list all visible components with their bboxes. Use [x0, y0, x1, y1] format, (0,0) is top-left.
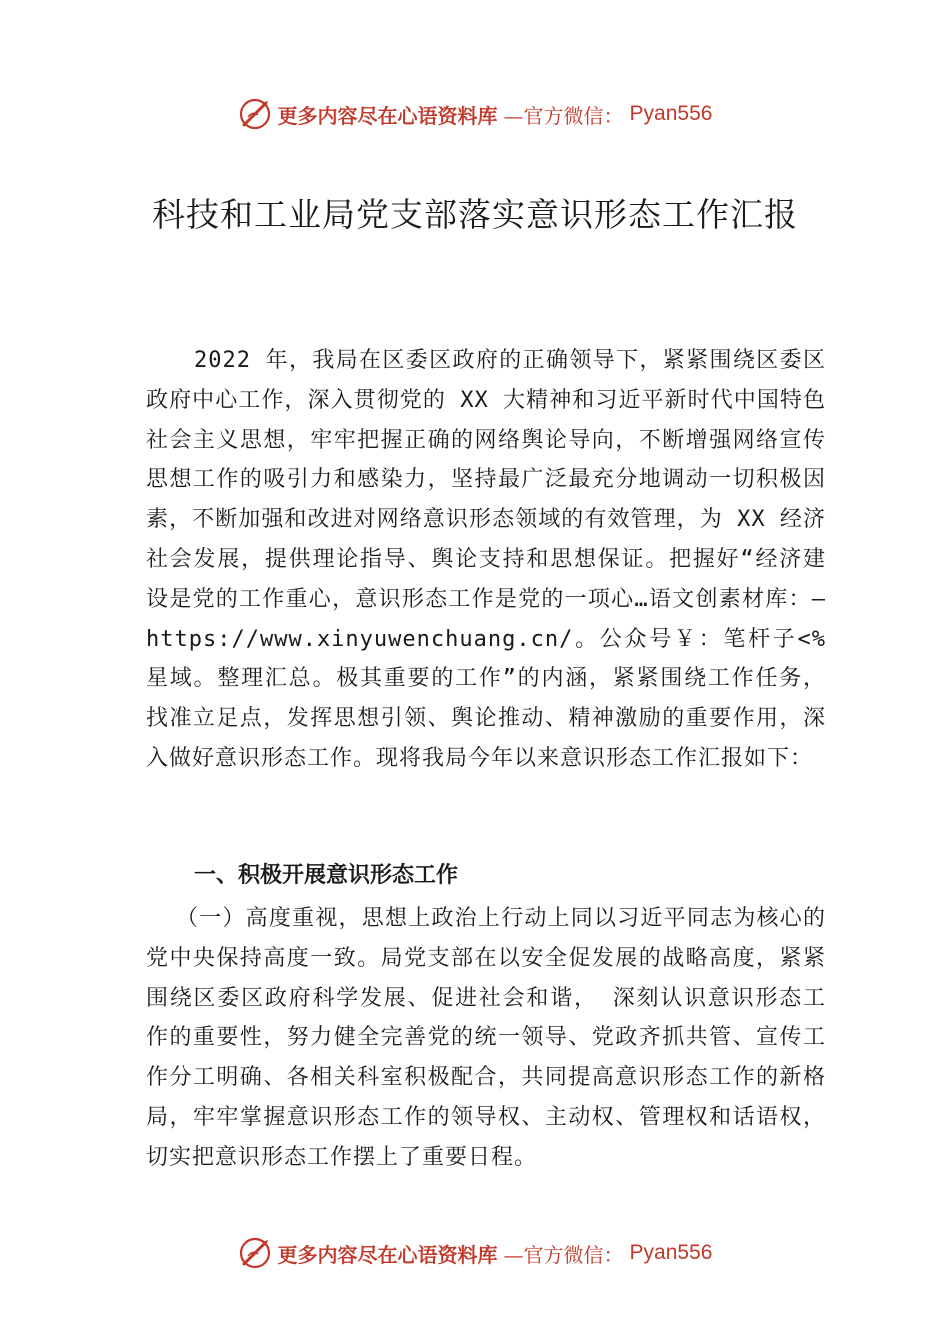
paragraph-section-1-1: （一）高度重视，思想上政治上行动上同以习近平同志为核心的党中央保持高度一致。局党支部在以安全促发展的战略高度，紧紧围绕区委区政府科学发展、促进社会和谐， 深刻认识意识形态工作的重要性，努力健全完善党的统一领导、党政齐抓共管、宣传工作分工明确、各相关科室积极配合，共同提高意识形态工作的新格局，牢牢掌握意识形态工作的领导权、主动权、管理权和话语权，切实把意识形态工作摆上了重要日程。: [146, 906, 826, 1170]
watermark-contact-label: —官方微信：: [503, 1242, 624, 1267]
section-heading-1: 一、积极开展意识形态工作: [194, 863, 459, 888]
watermark-wechat-id: Pyan556: [629, 1241, 713, 1264]
watermark-text: 更多内容尽在心语资料库: [277, 1242, 498, 1267]
pen-circle-logo-icon: [238, 97, 272, 131]
footer-watermark: [0, 1233, 950, 1273]
watermark-text: 更多内容尽在心语资料库: [277, 103, 498, 128]
watermark-wechat-id: Pyan556: [629, 102, 713, 125]
paragraph-intro: 2022 年，我局在区委区政府的正确领导下，紧紧围绕区委区政府中心工作，深入贯彻党的 XX 大精神和习近平新时代中国特色社会主义思想，牢牢把握正确的网络舆论导向，不断增强网络宣传思想工作的吸引力和感染力，坚持最广泛最充分地调动一切积极因素，不断加强和改进对网络意识形态领域的有效管理，为 XX 经济社会发展，提供理论指导、舆论支持和思想保证。把握好“经济建设是党的工作重心，意识形态工作是党的一项心…语文创素材库：—https://www.xinyuwenchuang.cn/。公众号￥：笔杆子<%星域。整理汇总。极其重要的工作”的内涵，紧紧围绕工作任务，找准立足点，发挥思想引领、舆论推动、精神激励的重要作用，深入做好意识形态工作。现将我局今年以来意识形态工作汇报如下：: [146, 348, 826, 771]
watermark-contact-label: —官方微信：: [503, 103, 624, 128]
header-watermark: [0, 94, 950, 134]
document-title: 科技和工业局党支部落实意识形态工作汇报: [152, 195, 798, 234]
pen-circle-logo-icon: [238, 1236, 272, 1270]
